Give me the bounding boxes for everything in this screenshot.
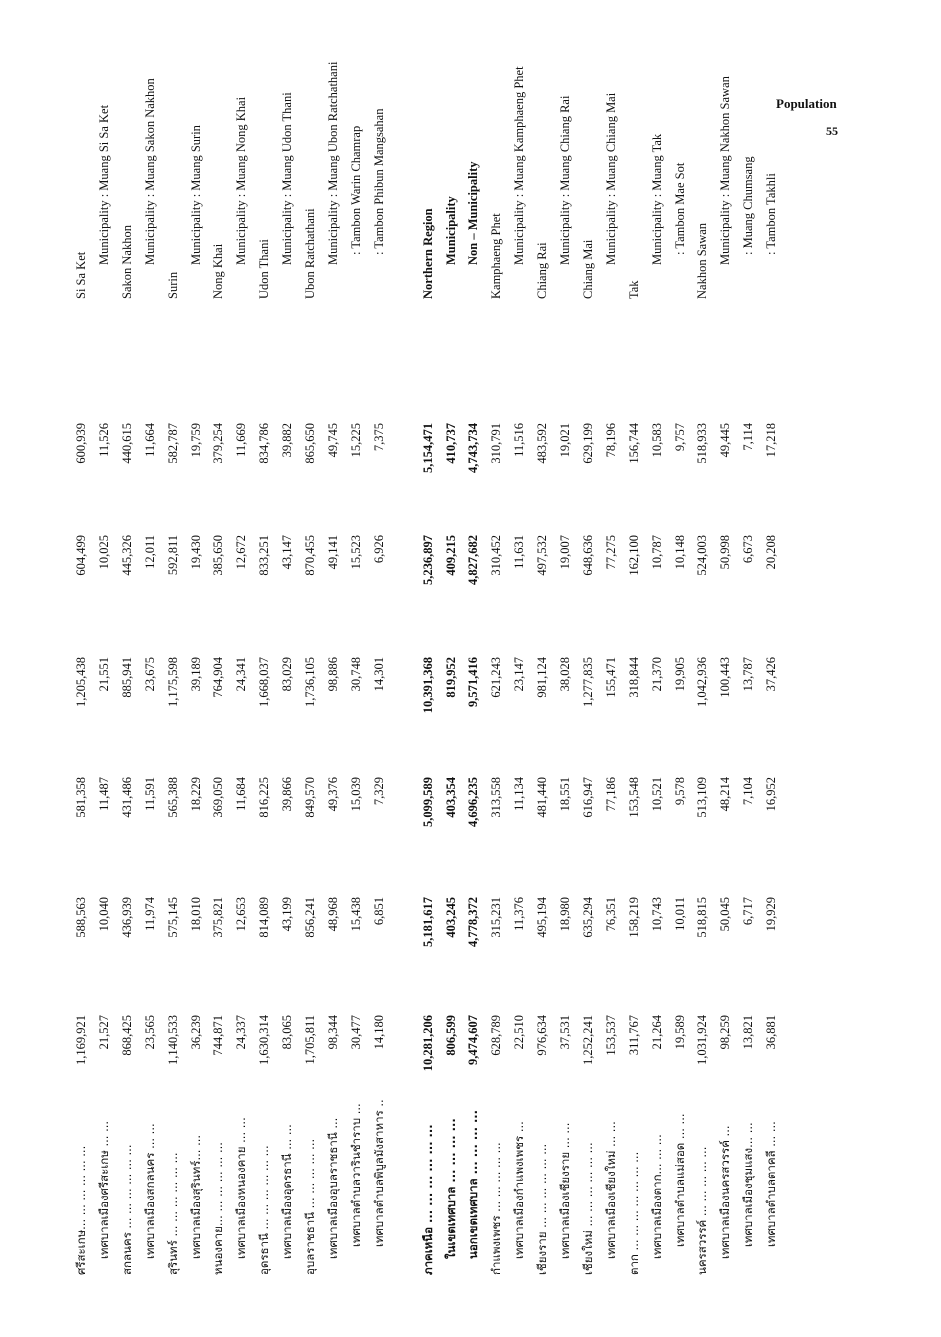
value-cell: 10,040 xyxy=(96,897,111,932)
value-cell: 518,815 xyxy=(695,897,710,938)
table-row xyxy=(626,35,642,1275)
thai-label: เทศบาลตำบลตาคลี ... ... xyxy=(764,1121,779,1247)
value-cell: 976,634 xyxy=(535,1015,550,1056)
value-cell: 50,045 xyxy=(718,897,733,932)
value-cell: 7,104 xyxy=(741,777,756,806)
value-cell: 43,147 xyxy=(280,535,295,570)
table-row xyxy=(165,35,181,1275)
value-cell: 4,778,372 xyxy=(466,897,481,947)
english-label: Non – Municipality xyxy=(466,161,481,265)
value-cell: 23,675 xyxy=(142,657,157,692)
value-cell: 39,866 xyxy=(280,777,295,812)
thai-label: นครสวรรค์ ... ... ... ... ... xyxy=(695,1146,710,1275)
value-cell: 48,968 xyxy=(325,897,340,932)
english-label: Municipality xyxy=(443,196,458,265)
value-cell: 744,871 xyxy=(211,1015,226,1056)
value-cell: 10,583 xyxy=(649,423,664,458)
value-cell: 375,821 xyxy=(211,897,226,938)
value-cell: 77,186 xyxy=(603,777,618,812)
english-label: Municipality : Muang Kamphaeng Phet xyxy=(512,66,527,265)
value-cell: 1,140,533 xyxy=(165,1015,180,1065)
value-cell: 19,905 xyxy=(672,657,687,692)
value-cell: 10,743 xyxy=(649,897,664,932)
thai-label: เทศบาลเมืองตาก... ... ... xyxy=(649,1134,664,1259)
value-cell: 318,844 xyxy=(626,657,641,698)
table-row xyxy=(603,35,619,1275)
thai-label: เทศบาลเมืองอุดรธานี ... ... xyxy=(280,1124,295,1259)
value-cell: 24,337 xyxy=(234,1015,249,1050)
thai-label: ศรีสะเกษ... ... ... ... ... ... xyxy=(74,1145,88,1275)
value-cell: 37,426 xyxy=(764,657,779,692)
value-cell: 6,717 xyxy=(741,897,756,926)
value-cell: 21,551 xyxy=(96,657,111,692)
value-cell: 9,757 xyxy=(672,423,687,452)
table-row xyxy=(557,35,573,1275)
value-cell: 581,358 xyxy=(74,777,88,818)
value-cell: 11,664 xyxy=(142,423,157,457)
value-cell: 22,510 xyxy=(512,1015,527,1050)
value-cell: 635,294 xyxy=(580,897,595,938)
value-cell: 1,252,241 xyxy=(580,1015,595,1065)
value-cell: 15,438 xyxy=(348,897,363,932)
english-label: Municipality : Muang Surin xyxy=(188,125,203,265)
english-label: Municipality : Muang Chiang Mai xyxy=(603,92,618,265)
value-cell: 13,821 xyxy=(741,1015,756,1050)
value-cell: 629,199 xyxy=(580,423,595,464)
value-cell: 409,215 xyxy=(443,535,458,576)
value-cell: 865,650 xyxy=(303,423,317,464)
value-cell: 379,254 xyxy=(211,423,226,464)
page-title: Population xyxy=(776,96,837,111)
value-cell: 369,050 xyxy=(211,777,226,818)
value-cell: 1,277,835 xyxy=(580,657,595,707)
value-cell: 849,570 xyxy=(303,777,317,818)
value-cell: 23,147 xyxy=(512,657,527,692)
value-cell: 870,455 xyxy=(303,535,317,576)
english-label: Chiang Rai xyxy=(535,242,550,299)
value-cell: 385,650 xyxy=(211,535,226,576)
english-label: Surin xyxy=(165,271,180,299)
table-row xyxy=(348,35,364,1275)
value-cell: 153,548 xyxy=(626,777,641,818)
value-cell: 7,114 xyxy=(741,423,756,451)
thai-label: อุดรธานี ... ... ... ... ... ... xyxy=(257,1145,272,1275)
thai-label: เทศบาลตำบลแม่สอด ... ... xyxy=(672,1113,687,1247)
value-cell: 19,929 xyxy=(764,897,779,932)
value-cell: 11,487 xyxy=(96,777,111,811)
value-cell: 15,039 xyxy=(348,777,363,812)
value-cell: 49,376 xyxy=(325,777,340,812)
value-cell: 38,028 xyxy=(558,657,572,692)
value-cell: 83,065 xyxy=(280,1015,295,1050)
table-row xyxy=(73,35,89,1275)
value-cell: 806,599 xyxy=(443,1015,458,1056)
table-row xyxy=(325,35,341,1275)
value-cell: 15,225 xyxy=(348,423,363,458)
thai-label: สุรินทร์ ... ... ... ... ... ... xyxy=(165,1152,180,1275)
table-row xyxy=(443,35,459,1275)
value-cell: 153,537 xyxy=(603,1015,618,1056)
english-label: Ubon Ratchathani xyxy=(303,208,317,299)
value-cell: 403,245 xyxy=(443,897,458,938)
value-cell: 77,275 xyxy=(603,535,618,570)
thai-label: นอกเขตเทศบาล ... ... ... ... xyxy=(466,1109,481,1259)
value-cell: 981,124 xyxy=(535,657,550,698)
value-cell: 18,980 xyxy=(558,897,572,932)
value-cell: 39,189 xyxy=(188,657,203,692)
value-cell: 12,653 xyxy=(234,897,249,932)
english-label: : Muang Chumsang xyxy=(741,156,756,255)
value-cell: 98,886 xyxy=(325,657,340,692)
thai-label: เทศบาลตำบลวารินชำราบ ... xyxy=(348,1103,363,1247)
value-cell: 155,471 xyxy=(603,657,618,698)
value-cell: 518,933 xyxy=(695,423,710,464)
thai-label: ภาคเหนือ ... ... ... ... ... ... xyxy=(420,1124,435,1275)
value-cell: 1,042,936 xyxy=(695,657,710,707)
english-label: Chiang Mai xyxy=(580,239,595,299)
table-row xyxy=(717,35,733,1275)
thai-label: เทศบาลเมืองเชียงราย ... ... xyxy=(558,1122,572,1259)
value-cell: 524,003 xyxy=(695,535,710,576)
thai-label: เชียงราย ... ... ... ... ... ... xyxy=(535,1143,550,1275)
value-cell: 14,180 xyxy=(371,1015,386,1050)
value-cell: 11,134 xyxy=(512,777,527,811)
value-cell: 600,939 xyxy=(74,423,88,464)
table-row xyxy=(210,35,226,1275)
value-cell: 12,672 xyxy=(234,535,249,570)
value-cell: 14,301 xyxy=(371,657,386,692)
value-cell: 311,767 xyxy=(626,1015,641,1056)
value-cell: 814,089 xyxy=(257,897,272,938)
thai-label: เทศบาลเมืองกำแพงเพชร ... xyxy=(512,1121,527,1259)
value-cell: 10,281,206 xyxy=(420,1015,435,1072)
value-cell: 445,326 xyxy=(119,535,134,576)
value-cell: 440,615 xyxy=(119,423,134,464)
thai-label: เทศบาลเมืองนครสวรรค์ ... xyxy=(718,1125,733,1259)
value-cell: 1,205,438 xyxy=(74,657,88,707)
table-row xyxy=(142,35,158,1275)
table-row xyxy=(119,35,135,1275)
value-cell: 39,882 xyxy=(280,423,295,458)
value-cell: 313,558 xyxy=(489,777,504,818)
table-row xyxy=(740,35,756,1275)
thai-label: เทศบาลเมืองหนองคาย ... ... xyxy=(234,1117,249,1259)
thai-label: เทศบาลตำบลพิบูลมังสาหาร .. xyxy=(371,1099,386,1247)
thai-label: อุบลราชธานี ... ... ... ... ... xyxy=(303,1138,317,1275)
value-cell: 36,881 xyxy=(764,1015,779,1050)
value-cell: 7,375 xyxy=(371,423,386,452)
value-cell: 18,229 xyxy=(188,777,203,812)
value-cell: 15,523 xyxy=(348,535,363,570)
value-cell: 7,329 xyxy=(371,777,386,806)
value-cell: 19,021 xyxy=(558,423,572,458)
value-cell: 621,243 xyxy=(489,657,504,698)
value-cell: 310,452 xyxy=(489,535,504,576)
value-cell: 315,231 xyxy=(489,897,504,938)
table-row xyxy=(371,35,387,1275)
value-cell: 495,194 xyxy=(535,897,550,938)
english-label: Nong Khai xyxy=(211,243,226,299)
value-cell: 11,669 xyxy=(234,423,249,457)
value-cell: 588,563 xyxy=(74,897,88,938)
value-cell: 21,264 xyxy=(649,1015,664,1050)
value-cell: 30,477 xyxy=(348,1015,363,1050)
english-label: : Tambon Phibun Mangsahan xyxy=(371,108,386,255)
value-cell: 49,445 xyxy=(718,423,733,458)
value-cell: 856,241 xyxy=(303,897,317,938)
value-cell: 6,851 xyxy=(371,897,386,926)
value-cell: 11,631 xyxy=(512,535,527,569)
value-cell: 10,391,368 xyxy=(420,657,435,714)
value-cell: 11,591 xyxy=(142,777,157,811)
thai-label: เทศบาลเมืองสุรินทร์... ... xyxy=(188,1134,203,1259)
value-cell: 11,526 xyxy=(96,423,111,457)
value-cell: 592,811 xyxy=(165,535,180,576)
value-cell: 582,787 xyxy=(165,423,180,464)
value-cell: 78,196 xyxy=(603,423,618,458)
english-label: Municipality : Muang Tak xyxy=(649,133,664,265)
value-cell: 6,926 xyxy=(371,535,386,564)
table-row xyxy=(534,35,550,1275)
english-label: Municipality : Muang Si Sa Ket xyxy=(96,104,111,265)
value-cell: 20,208 xyxy=(764,535,779,570)
english-label: Nakhon Sawan xyxy=(695,222,710,299)
value-cell: 18,010 xyxy=(188,897,203,932)
value-cell: 436,939 xyxy=(119,897,134,938)
value-cell: 83,029 xyxy=(280,657,295,692)
value-cell: 431,486 xyxy=(119,777,134,818)
value-cell: 497,532 xyxy=(535,535,550,576)
table-row xyxy=(488,35,504,1275)
value-cell: 1,630,314 xyxy=(257,1015,272,1065)
value-cell: 76,351 xyxy=(603,897,618,932)
value-cell: 50,998 xyxy=(718,535,733,570)
value-cell: 162,100 xyxy=(626,535,641,576)
value-cell: 16,952 xyxy=(764,777,779,812)
value-cell: 37,531 xyxy=(558,1015,572,1050)
value-cell: 156,744 xyxy=(626,423,641,464)
table-row xyxy=(649,35,665,1275)
value-cell: 11,974 xyxy=(142,897,157,931)
value-cell: 5,236,897 xyxy=(420,535,435,585)
table-row xyxy=(420,35,436,1275)
value-cell: 4,827,682 xyxy=(466,535,481,585)
value-cell: 648,636 xyxy=(580,535,595,576)
english-label: Municipality : Muang Udon Thani xyxy=(280,92,295,265)
table-row xyxy=(694,35,710,1275)
value-cell: 19,759 xyxy=(188,423,203,458)
english-label: Kamphaeng Phet xyxy=(489,213,504,299)
value-cell: 11,516 xyxy=(512,423,527,457)
value-cell: 30,748 xyxy=(348,657,363,692)
value-cell: 10,521 xyxy=(649,777,664,812)
english-label: : Tambon Takhli xyxy=(764,173,779,255)
english-label: Sakon Nakhon xyxy=(119,225,134,299)
english-label: Municipality : Muang Chiang Rai xyxy=(558,95,572,265)
value-cell: 36,239 xyxy=(188,1015,203,1050)
value-cell: 868,425 xyxy=(119,1015,134,1056)
value-cell: 604,499 xyxy=(74,535,88,576)
value-cell: 48,214 xyxy=(718,777,733,812)
thai-label: ตาก ... ... ... ... ... ... ... xyxy=(626,1151,641,1275)
value-cell: 403,354 xyxy=(443,777,458,818)
table-row xyxy=(511,35,527,1275)
value-cell: 12,011 xyxy=(142,535,157,569)
value-cell: 1,705,811 xyxy=(303,1015,317,1065)
value-cell: 43,199 xyxy=(280,897,295,932)
population-table xyxy=(55,35,875,1275)
english-label: Municipality : Muang Ubon Ratchathani xyxy=(325,61,340,265)
value-cell: 10,148 xyxy=(672,535,687,570)
value-cell: 410,737 xyxy=(443,423,458,464)
value-cell: 19,430 xyxy=(188,535,203,570)
value-cell: 1,668,037 xyxy=(257,657,272,707)
value-cell: 17,218 xyxy=(764,423,779,458)
value-cell: 24,341 xyxy=(234,657,249,692)
value-cell: 816,225 xyxy=(257,777,272,818)
english-label: Municipality : Muang Nakhon Sawan xyxy=(718,76,733,265)
table-row xyxy=(96,35,112,1275)
table-row xyxy=(672,35,688,1275)
value-cell: 158,219 xyxy=(626,897,641,938)
value-cell: 13,787 xyxy=(741,657,756,692)
english-label: Northern Region xyxy=(420,208,435,299)
value-cell: 310,791 xyxy=(489,423,504,464)
value-cell: 1,169,921 xyxy=(74,1015,88,1065)
thai-label: เชียงใหม่ ... ... ... ... ... ... xyxy=(580,1142,595,1275)
value-cell: 5,154,471 xyxy=(420,423,435,473)
thai-label: เทศบาลเมืองชุมแสง... ... xyxy=(741,1122,756,1247)
thai-label: สกลนคร ... ... ... ... ... ... xyxy=(119,1144,134,1275)
page-number: 55 xyxy=(826,124,838,138)
value-cell: 21,370 xyxy=(649,657,664,692)
value-cell: 628,789 xyxy=(489,1015,504,1056)
value-cell: 98,259 xyxy=(718,1015,733,1050)
thai-label: เทศบาลเมืองสกลนคร ... ... xyxy=(142,1123,157,1259)
value-cell: 11,684 xyxy=(234,777,249,811)
thai-label: กำแพงเพชร ... ... ... ... ... xyxy=(489,1142,504,1275)
value-cell: 481,440 xyxy=(535,777,550,818)
table-row xyxy=(580,35,596,1275)
value-cell: 10,011 xyxy=(672,897,687,931)
value-cell: 10,025 xyxy=(96,535,111,570)
value-cell: 4,696,235 xyxy=(466,777,481,827)
value-cell: 764,904 xyxy=(211,657,226,698)
value-cell: 9,474,607 xyxy=(466,1015,481,1065)
value-cell: 1,736,105 xyxy=(303,657,317,707)
value-cell: 1,031,924 xyxy=(695,1015,710,1065)
value-cell: 565,388 xyxy=(165,777,180,818)
value-cell: 9,571,416 xyxy=(466,657,481,707)
table-row xyxy=(302,35,318,1275)
value-cell: 1,175,598 xyxy=(165,657,180,707)
value-cell: 575,145 xyxy=(165,897,180,938)
english-label: : Tambon Mae Sot xyxy=(672,162,687,255)
value-cell: 5,181,617 xyxy=(420,897,435,947)
value-cell: 483,592 xyxy=(535,423,550,464)
thai-label: ในเขตเทศบาล ... ... ... ... xyxy=(443,1118,458,1259)
value-cell: 6,673 xyxy=(741,535,756,564)
value-cell: 834,786 xyxy=(257,423,272,464)
value-cell: 11,376 xyxy=(512,897,527,931)
value-cell: 23,565 xyxy=(142,1015,157,1050)
value-cell: 4,743,734 xyxy=(466,423,481,473)
english-label: Udon Thani xyxy=(257,239,272,299)
english-label: Municipality : Muang Sakon Nakhon xyxy=(142,78,157,265)
value-cell: 19,007 xyxy=(558,535,572,570)
value-cell: 49,141 xyxy=(325,535,340,570)
thai-label: เทศบาลเมืองเชียงใหม่ ... ... xyxy=(603,1121,618,1259)
english-label: Si Sa Ket xyxy=(74,251,88,299)
english-label: Tak xyxy=(626,280,641,299)
value-cell: 833,251 xyxy=(257,535,272,576)
table-row xyxy=(279,35,295,1275)
thai-label: เทศบาลเมืองศรีสะเกษ ... ... xyxy=(96,1120,111,1259)
table-row xyxy=(233,35,249,1275)
thai-label: เทศบาลเมืองอุบลราชธานี ... xyxy=(325,1117,340,1259)
value-cell: 49,745 xyxy=(325,423,340,458)
value-cell: 616,947 xyxy=(580,777,595,818)
value-cell: 21,527 xyxy=(96,1015,111,1050)
table-row xyxy=(256,35,272,1275)
value-cell: 513,109 xyxy=(695,777,710,818)
value-cell: 18,551 xyxy=(558,777,572,812)
value-cell: 10,787 xyxy=(649,535,664,570)
english-label: : Tambon Warin Chamrap xyxy=(348,125,363,255)
value-cell: 98,344 xyxy=(325,1015,340,1050)
thai-label: หนองคาย... ... ... ... ... ... xyxy=(211,1142,226,1275)
table-row xyxy=(763,35,779,1275)
english-label: Municipality : Muang Nong Khai xyxy=(234,96,249,265)
table-row xyxy=(188,35,204,1275)
value-cell: 885,941 xyxy=(119,657,134,698)
table-row xyxy=(465,35,481,1275)
value-cell: 100,443 xyxy=(718,657,733,698)
value-cell: 9,578 xyxy=(672,777,687,806)
value-cell: 5,099,589 xyxy=(420,777,435,827)
value-cell: 19,589 xyxy=(672,1015,687,1050)
value-cell: 819,952 xyxy=(443,657,458,698)
